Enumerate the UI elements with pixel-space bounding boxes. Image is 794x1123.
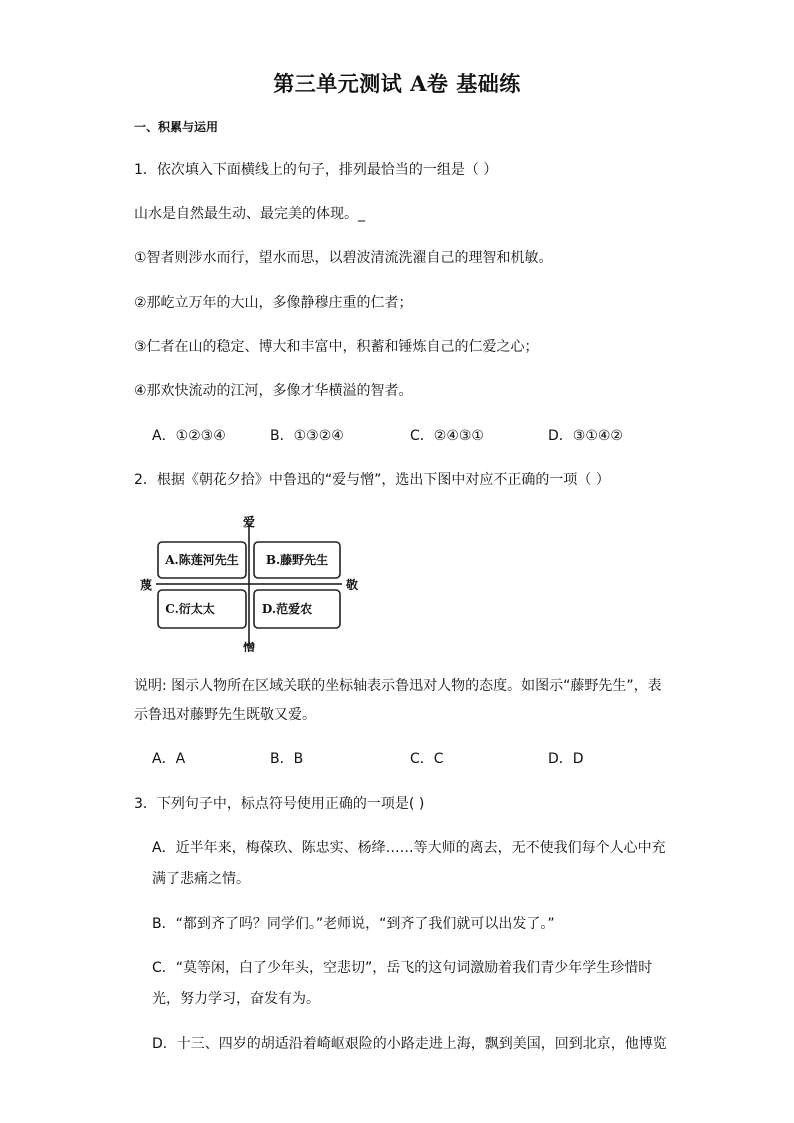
q3-option-d-line-1[interactable]: D．十三、四岁的胡适沿着崎岖艰险的小路走进上海，飘到美国，回到北京，他博览	[152, 1036, 667, 1052]
q2-option-b[interactable]: B．B	[270, 751, 304, 767]
box-c-label: C.衍太太	[165, 602, 215, 616]
q2-stem: 2．根据《朝花夕拾》中鲁迅的“爱与憎”，选出下图中对应不正确的一项（ ）	[134, 472, 610, 488]
q1-lead: 山水是自然最生动、最完美的体现。_	[134, 206, 365, 222]
q3-option-a-line-1[interactable]: A．近半年来，梅葆玖、陈忠实、杨绛……等大师的离去，无不使我们每个人心中充	[152, 840, 666, 856]
q1-option-b[interactable]: B．①③②④	[270, 428, 344, 444]
page-title: 第三单元测试 A卷 基础练	[273, 71, 521, 96]
q1-stem: 1．依次填入下面横线上的句子，排列最恰当的一组是（ ）	[134, 162, 498, 178]
q3-option-c-line-1[interactable]: C．“莫等闲，白了少年头，空悲切”，岳飞的这句词激励着我们青少年学生珍惜时	[152, 960, 653, 976]
q2-option-d[interactable]: D．D	[548, 751, 584, 767]
q3-option-b[interactable]: B．“都到齐了吗？同学们。”老师说，“到齐了我们就可以出发了。”	[152, 916, 555, 932]
box-a-label: A.陈莲河先生	[165, 553, 239, 567]
q1-option-a[interactable]: A．①②③④	[152, 428, 226, 444]
q2-note-line-1: 说明: 图示人物所在区域关联的坐标轴表示鲁迅对人物的态度。如图示“藤野先生”，表	[134, 678, 662, 694]
q1-item-1: ①智者则涉水而行，望水而思，以碧波清流洗濯自己的理智和机敏。	[134, 250, 553, 266]
box-d-label: D.范爱农	[261, 602, 313, 616]
attitude-diagram	[136, 512, 370, 652]
axis-label-top: 爱	[242, 515, 256, 529]
section-heading: 一、积累与运用	[134, 120, 219, 134]
q1-option-d[interactable]: D．③①④②	[548, 428, 623, 444]
axis-label-bottom: 憎	[242, 641, 256, 652]
q3-option-c-line-2: 光，努力学习，奋发有为。	[152, 991, 320, 1007]
q3-option-a-line-2: 满了悲痛之情。	[152, 871, 250, 887]
q2-option-c[interactable]: C．C	[410, 751, 444, 767]
q1-item-2: ②那屹立万年的大山，多像静穆庄重的仁者；	[134, 295, 413, 311]
axis-label-left: 蔑	[139, 578, 153, 592]
q1-option-c[interactable]: C．②④③①	[410, 428, 484, 444]
axis-label-right: 敬	[345, 578, 359, 592]
q1-item-3: ③仁者在山的稳定、博大和丰富中，积蓄和锤炼自己的仁爱之心；	[134, 339, 539, 355]
q2-note-line-2: 示鲁迅对藤野先生既敬又爱。	[134, 707, 316, 723]
box-b-label: B.藤野先生	[265, 553, 329, 567]
q1-item-4: ④那欢快流动的江河，多像才华横溢的智者。	[134, 383, 413, 399]
q2-option-a[interactable]: A．A	[152, 751, 186, 767]
q3-stem: 3．下列句子中，标点符号使用正确的一项是( )	[134, 796, 425, 812]
